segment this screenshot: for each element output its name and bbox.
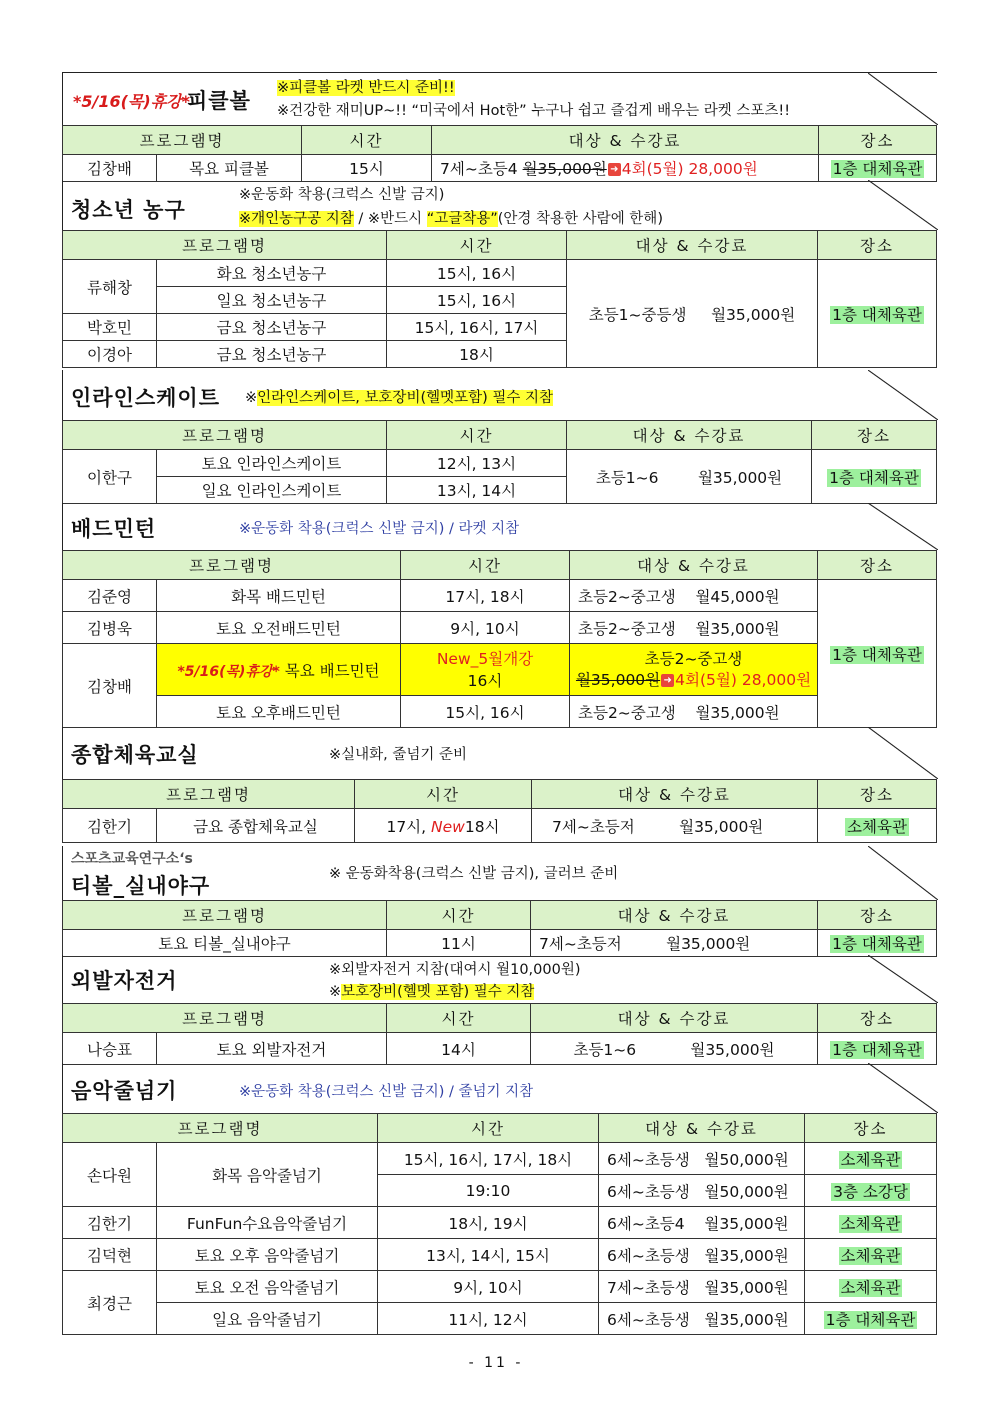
place: 3층 소강당: [805, 1175, 937, 1207]
program: 토요 오후배드민턴: [157, 696, 401, 728]
schedule-table: [62, 900, 937, 957]
program: 금요 종합체육교실: [157, 809, 355, 843]
program: 금요 청소년농구: [157, 341, 387, 368]
place: 1층 대체육관: [819, 155, 937, 182]
header-place: 장소: [818, 1004, 937, 1033]
note-line: ※인라인스케이트, 보호장비(헬멧포함) 필수 지참: [245, 390, 554, 406]
header-program: 프로그램명: [63, 421, 387, 450]
header-time: 시간: [387, 901, 531, 930]
table-row: [63, 1239, 937, 1271]
time: 18시: [387, 341, 567, 368]
header-place: 장소: [805, 1114, 937, 1143]
arrow-icon: ➜: [608, 163, 621, 176]
note-line-1: ※피클볼 라켓 반드시 준비!!: [277, 80, 455, 96]
header-program: 프로그램명: [63, 231, 387, 260]
header-place: 장소: [819, 126, 937, 155]
section-header: [62, 180, 937, 230]
section-title: 티볼_실내야구: [71, 874, 211, 898]
place: 소체육관: [805, 1207, 937, 1239]
header-place: 장소: [812, 421, 937, 450]
header-place: 장소: [818, 901, 937, 930]
note-line-2: ※보호장비(헬멧 포함) 필수 지참: [329, 984, 535, 1000]
header-target: 대상 & 수강료: [599, 1114, 805, 1143]
schedule-table: [62, 420, 937, 504]
section-title: 종합체육교실: [71, 743, 199, 767]
table-row: [63, 1303, 937, 1335]
section-title: 청소년 농구: [71, 198, 186, 222]
place: 소체육관: [805, 1143, 937, 1175]
closed-notice: *5/16(목)휴강*: [73, 92, 190, 111]
target-fee: 초등2~중고생 월45,000원: [570, 580, 818, 612]
teacher: 류해창: [63, 260, 157, 314]
program: 화목 배드민턴: [157, 580, 401, 612]
header-target: 대상 & 수강료: [432, 126, 819, 155]
basketball-section: [62, 180, 937, 368]
teacher: 김창배: [63, 155, 157, 182]
table-row: [63, 1271, 937, 1303]
teacher: 김덕현: [63, 1239, 157, 1271]
section-header: [62, 370, 937, 420]
section-title: 배드민턴: [71, 517, 157, 541]
time: 18시, 19시: [378, 1207, 599, 1239]
teacher: 이한구: [63, 450, 157, 504]
place: 1층 대체육관: [818, 930, 937, 957]
program: 일요 음악줄넘기: [157, 1303, 378, 1335]
table-row: [63, 155, 937, 182]
place: 소체육관: [805, 1239, 937, 1271]
program: 화요 청소년농구: [157, 260, 387, 287]
time: 9시, 10시: [401, 612, 570, 644]
header-program: 프로그램명: [63, 1004, 387, 1033]
tball-section: [62, 846, 937, 957]
header-time: 시간: [387, 231, 567, 260]
teacher: 최경근: [63, 1271, 157, 1335]
target-fee: 7세~초등생 월35,000원: [599, 1271, 805, 1303]
teacher: 김준영: [63, 580, 157, 612]
program: 토요 인라인스케이트: [157, 450, 387, 477]
program: 토요 외발자전거: [157, 1033, 387, 1065]
program: *5/16(목)휴강* 목요 배드민턴: [157, 644, 401, 696]
time: 15시, 16시: [387, 287, 567, 314]
header-program: 프로그램명: [63, 551, 401, 580]
schedule-table: [62, 550, 937, 728]
target-fee: 7세~초등저 월35,000원: [532, 809, 818, 843]
schedule-table: [62, 125, 937, 182]
time: 13시, 14시, 15시: [378, 1239, 599, 1271]
teacher: 박호민: [63, 314, 157, 341]
teacher: 김한기: [63, 809, 157, 843]
table-row: [63, 930, 937, 957]
target-fee: 6세~초등생 월50,000원: [599, 1143, 805, 1175]
teacher: 김한기: [63, 1207, 157, 1239]
header-program: 프로그램명: [63, 901, 387, 930]
header-target: 대상 & 수강료: [567, 421, 812, 450]
header-program: 프로그램명: [63, 780, 355, 809]
program: FunFun수요음악줄넘기: [157, 1207, 378, 1239]
arrow-icon: ➜: [661, 674, 674, 687]
teacher: 이경아: [63, 341, 157, 368]
table-row: [63, 809, 937, 843]
badminton-section: [62, 503, 937, 728]
section-header: [62, 955, 937, 1003]
time: 15시, 16시, 17시, 18시: [378, 1143, 599, 1175]
time: 14시: [387, 1033, 531, 1065]
program: 금요 청소년농구: [157, 314, 387, 341]
time: 17시, New18시: [355, 809, 532, 843]
section-header: [62, 1063, 937, 1113]
unicycle-section: [62, 955, 937, 1065]
target-fee: 초등1~중등생 월35,000원: [567, 260, 818, 368]
header-target: 대상 & 수강료: [532, 780, 818, 809]
note-line-2: ※건강한 재미UP~!! “미국에서 Hot한” 누구나 쉽고 즐겁게 배우는 라켓 스포츠!!: [277, 103, 791, 119]
program: 화목 음악줄넘기: [157, 1143, 378, 1207]
target-fee: 7세~초등저 월35,000원: [531, 930, 818, 957]
note-line-1: ※운동화 착용(크럭스 신발 금지): [239, 187, 445, 203]
place: 1층 대체육관: [818, 1033, 937, 1065]
place: 1층 대체육관: [812, 450, 937, 504]
table-row: [63, 612, 937, 644]
target-fee: 초등2~중고생 월35,000원: [570, 612, 818, 644]
header-target: 대상 & 수강료: [531, 901, 818, 930]
note-line: ※실내화, 줄넘기 준비: [329, 747, 468, 763]
program: 일요 청소년농구: [157, 287, 387, 314]
target-fee: 초등1~6 월35,000원: [567, 450, 812, 504]
general-pe-section: [62, 727, 937, 843]
time: 15시, 16시: [401, 696, 570, 728]
note-line-2: ※개인농구공 지참 / ※반드시 “고글착용”(안경 착용한 사람에 한해): [239, 211, 663, 227]
table-row: [63, 260, 937, 287]
program: 토요 티볼_실내야구: [63, 930, 387, 957]
time: 11시: [387, 930, 531, 957]
header-program: 프로그램명: [63, 126, 302, 155]
section-title: 음악줄넘기: [71, 1079, 178, 1103]
header-program: 프로그램명: [63, 1114, 378, 1143]
program: 일요 인라인스케이트: [157, 477, 387, 504]
schedule-table: [62, 1003, 937, 1065]
time: 13시, 14시: [387, 477, 567, 504]
time: 9시, 10시: [378, 1271, 599, 1303]
program: 목요 피클볼: [157, 155, 302, 182]
pickleball-section: [62, 72, 937, 182]
header-time: 시간: [387, 421, 567, 450]
header-time: 시간: [355, 780, 532, 809]
header-time: 시간: [401, 551, 570, 580]
section-header: [62, 846, 937, 900]
section-title: 인라인스케이트: [71, 386, 221, 410]
section-header: [62, 503, 937, 550]
place: 1층 대체육관: [818, 260, 937, 368]
table-row: [63, 696, 937, 728]
page-number: - 11 -: [468, 1355, 524, 1371]
schedule-table: [62, 1113, 937, 1335]
table-row: [63, 644, 937, 696]
teacher: 나승표: [63, 1033, 157, 1065]
table-row: [63, 1143, 937, 1175]
header-place: 장소: [818, 780, 937, 809]
teacher: 김창배: [63, 644, 157, 728]
header-place: 장소: [818, 231, 937, 260]
time: 19:10: [378, 1175, 599, 1207]
target-fee: 초등2~중고생 월35,000원 ➜ 4회(5월) 28,000원: [570, 644, 818, 696]
time: 15시, 16시, 17시: [387, 314, 567, 341]
schedule-table: [62, 779, 937, 843]
note-line-1: ※외발자전거 지참(대여시 월10,000원): [329, 962, 581, 978]
place: 소체육관: [805, 1271, 937, 1303]
header-time: 시간: [387, 1004, 531, 1033]
time: 15시: [302, 155, 432, 182]
program: 토요 오후 음악줄넘기: [157, 1239, 378, 1271]
header-time: 시간: [378, 1114, 599, 1143]
header-target: 대상 & 수강료: [570, 551, 818, 580]
teacher: 손다원: [63, 1143, 157, 1207]
place: 1층 대체육관: [805, 1303, 937, 1335]
program: 토요 오전 음악줄넘기: [157, 1271, 378, 1303]
section-header: [62, 727, 937, 779]
program: 토요 오전배드민턴: [157, 612, 401, 644]
time: 12시, 13시: [387, 450, 567, 477]
target-fee: 7세~초등4 월35,000원 ➜ 4회(5월) 28,000원: [432, 155, 819, 182]
target-fee: 초등1~6 월35,000원: [531, 1033, 818, 1065]
time: 15시, 16시: [387, 260, 567, 287]
header-target: 대상 & 수강료: [531, 1004, 818, 1033]
header-target: 대상 & 수강료: [567, 231, 818, 260]
table-row: [63, 450, 937, 477]
schedule-table: [62, 230, 937, 368]
jump-rope-section: [62, 1063, 937, 1335]
time: New_5월개강 16시: [401, 644, 570, 696]
brand-label: 스포츠교육연구소‘s: [71, 851, 193, 867]
note-line: ※ 운동화착용(크럭스 신발 금지), 글러브 준비: [329, 866, 619, 882]
note-line: ※운동화 착용(크럭스 신발 금지) / 줄넘기 지참: [239, 1084, 534, 1100]
target-fee: 6세~초등생 월35,000원: [599, 1239, 805, 1271]
target-fee: 6세~초등생 월50,000원: [599, 1175, 805, 1207]
target-fee: 6세~초등생 월35,000원: [599, 1303, 805, 1335]
inline-skate-section: [62, 370, 937, 504]
table-row: [63, 1207, 937, 1239]
target-fee: 초등2~중고생 월35,000원: [570, 696, 818, 728]
time: 11시, 12시: [378, 1303, 599, 1335]
target-fee: 6세~초등4 월35,000원: [599, 1207, 805, 1239]
table-row: [63, 580, 937, 612]
section-header: [62, 72, 937, 125]
note-line: ※운동화 착용(크럭스 신발 금지) / 라켓 지참: [239, 521, 520, 537]
section-title: 외발자전거: [71, 969, 178, 993]
header-place: 장소: [818, 551, 937, 580]
place: 1층 대체육관: [818, 580, 937, 728]
time: 17시, 18시: [401, 580, 570, 612]
teacher: 김병욱: [63, 612, 157, 644]
section-title: 피클볼: [187, 89, 251, 113]
header-time: 시간: [302, 126, 432, 155]
place: 소체육관: [818, 809, 937, 843]
table-row: [63, 1033, 937, 1065]
